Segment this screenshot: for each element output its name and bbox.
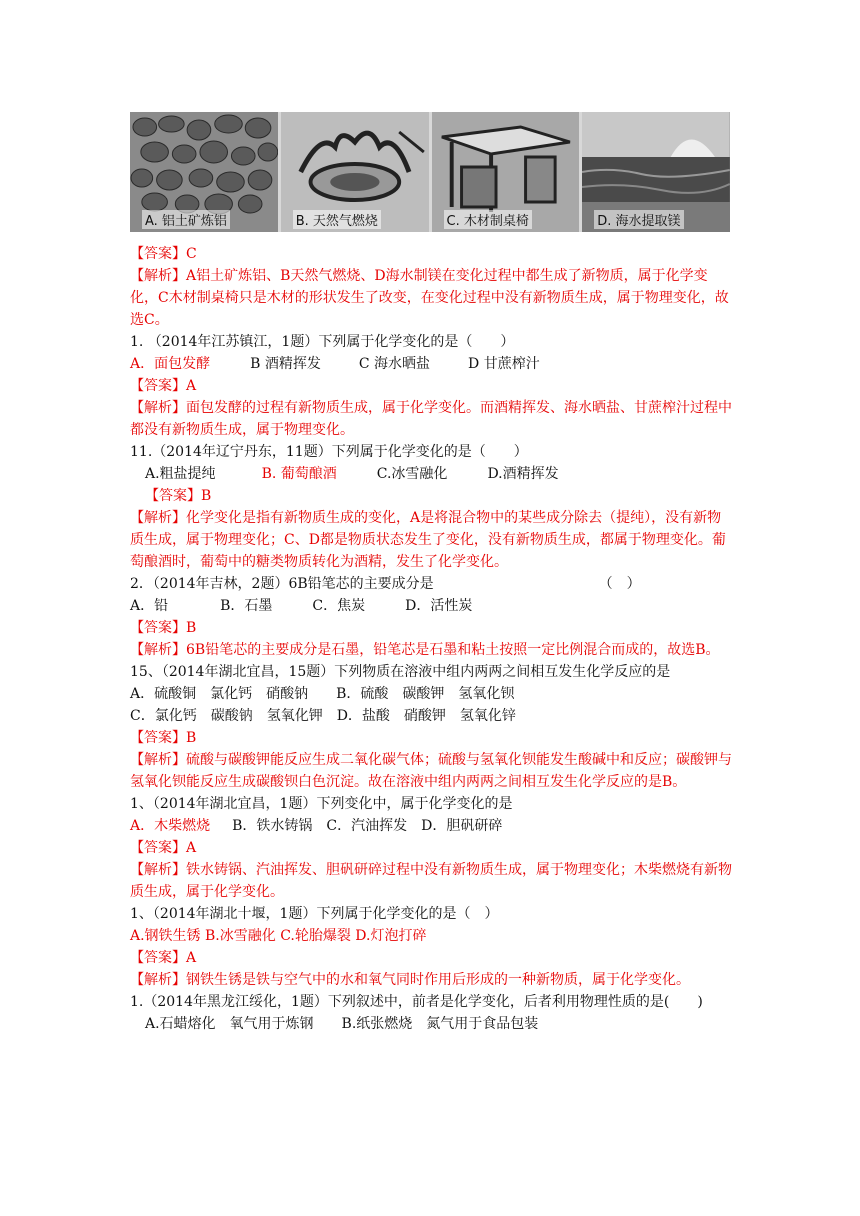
explanation-text: 6B铅笔芯的主要成分是石墨，铅笔芯是石墨和粘土按照一定比例混合而成的，故选B。 [186, 642, 720, 658]
answer-q4: 【答案】B [130, 730, 197, 746]
explanation-q3 [130, 639, 732, 661]
explanation-tag: 【解析】 [130, 972, 186, 988]
explanation-text: 硫酸与碳酸钾能反应生成二氧化碳气体；硫酸与氢氧化钡能发生酸碱中和反应；碳酸钾与氢氧化钡能反应生成碳酸钡白色沉淀。故在溶液中组内两两之间相互发生化学反应的是B。 [130, 752, 732, 790]
question-stem-q3 [130, 573, 732, 595]
bauxite-photo [130, 112, 281, 232]
explanation-text: 面包发酵的过程有新物质生成，属于化学变化。而酒精挥发、海水晒盐、甘蔗榨汁过程中都没有新物质生成，属于物理变化。 [130, 400, 732, 438]
question-stem-q2: 11.（2014年辽宁丹东，11题）下列属于化学变化的是（ ） [130, 444, 528, 460]
explanation-q5 [130, 859, 732, 903]
explanation-text: 铁水铸锅、汽油挥发、胆矾研碎过程中没有新物质生成，属于物理变化；木柴燃烧有新物质生成，属于化学变化。 [130, 862, 732, 900]
explanation-tag: 【解析】 [130, 510, 186, 526]
explanation-text: A铝土矿炼铝、B天然气燃烧、D海水制镁在变化过程中都生成了新物质，属于化学变化，C木材制桌椅只是木材的形状发生了改变，在变化过程中没有新物质生成，属于物理变化，故选C。 [130, 268, 729, 328]
option-b: B 酒精挥发 [250, 356, 321, 372]
option-rest: B．铁水铸锅 C．汽油挥发 D．胆矾研碎 [232, 818, 503, 834]
option-a: A．铅 [130, 598, 169, 614]
question-stem-text: 2．（2014年吉林，2题）6B铅笔芯的主要成分是 [130, 576, 434, 592]
explanation-tag: 【解析】 [130, 642, 186, 658]
option-c: C 海水晒盐 [358, 356, 431, 372]
gas-stove-photo [281, 112, 432, 232]
option-a: A．木柴燃烧 [130, 818, 211, 834]
answer-paren: （ ） [598, 576, 641, 592]
caption-bauxite: A. 铝土矿炼铝 [142, 210, 230, 229]
explanation-text: 钢铁生锈是铁与空气中的水和氧气同时作用后形成的一种新物质，属于化学变化。 [186, 972, 690, 988]
options-q4-row2: C．氯化钙 碳酸钠 氢氧化钾 D．盐酸 硝酸钾 氢氧化锌 [130, 708, 516, 724]
explanation-q6 [130, 969, 732, 991]
explanation-tag: 【解析】 [130, 268, 186, 284]
answer-q5: 【答案】A [130, 840, 197, 856]
question-stem-q1: 1. （2014年江苏镇江，1题）下列属于化学变化的是（ ） [130, 334, 515, 350]
options-q6: A.钢铁生锈 B.冰雪融化 C.轮胎爆裂 D.灯泡打碎 [130, 928, 427, 944]
option-b: B. 葡萄酿酒 [261, 466, 337, 482]
option-a: A．面包发酵 [130, 356, 211, 372]
option-b: B．石墨 [220, 598, 273, 614]
question-stem-q7: 1.（2014年黑龙江绥化，1题）下列叙述中，前者是化学变化，后者利用物理性质的是( ) [130, 994, 703, 1010]
options-q4-row1: A．硫酸铜 氯化钙 硝酸钠 B．硫酸 碳酸钾 氢氧化钡 [130, 686, 515, 702]
answer-q3: 【答案】B [130, 620, 197, 636]
answer-q2: 【答案】B [145, 488, 212, 504]
question-image-banner [130, 112, 730, 232]
explanation-q2 [130, 507, 732, 573]
options-q5 [130, 815, 732, 837]
caption-seawater: D. 海水提取镁 [594, 210, 683, 229]
option-d: D．活性炭 [405, 598, 473, 614]
options-q7: A.石蜡熔化 氧气用于炼钢 B.纸张燃烧 氮气用于食品包装 [145, 1016, 539, 1032]
seawater-photo [582, 112, 730, 232]
answer-q0: 【答案】C [130, 246, 197, 262]
explanation-q1 [130, 397, 732, 441]
option-d: D 甘蔗榨汁 [468, 356, 540, 372]
question-stem-q6: 1、（2014年湖北十堰，1题）下列属于化学变化的是（ ） [130, 906, 499, 922]
answer-q6: 【答案】A [130, 950, 197, 966]
caption-wood: C. 木材制桌椅 [444, 210, 532, 229]
explanation-tag: 【解析】 [130, 752, 186, 768]
question-stem-q5: 1、（2014年湖北宜昌，1题）下列变化中，属于化学变化的是 [130, 796, 513, 812]
option-a: A.粗盐提纯 [145, 466, 216, 482]
answer-q1: 【答案】A [130, 378, 197, 394]
explanation-text: 化学变化是指有新物质生成的变化，A是将混合物中的某些成分除去（提纯），没有新物质生成，属于物理变化；C、D都是物质状态发生了变化，没有新物质生成，都属于物理变化。葡萄酿酒时，葡萄中的糖类物质转化为酒精，发生了化学变化。 [130, 510, 726, 570]
document-body [130, 243, 732, 1035]
wood-furniture-photo [432, 112, 583, 232]
options-q1 [130, 353, 732, 375]
explanation-q4 [130, 749, 732, 793]
option-c: C．焦炭 [312, 598, 366, 614]
options-q2 [130, 463, 732, 485]
explanation-tag: 【解析】 [130, 862, 186, 878]
explanation-q0 [130, 265, 732, 331]
question-stem-q4: 15、（2014年湖北宜昌，15题）下列物质在溶液中组内两两之间相互发生化学反应的是 [130, 664, 671, 680]
options-q3 [130, 595, 732, 617]
caption-gas: B. 天然气燃烧 [293, 210, 381, 229]
option-c: C.冰雪融化 [376, 466, 448, 482]
option-d: D.酒精挥发 [487, 466, 559, 482]
explanation-tag: 【解析】 [130, 400, 186, 416]
